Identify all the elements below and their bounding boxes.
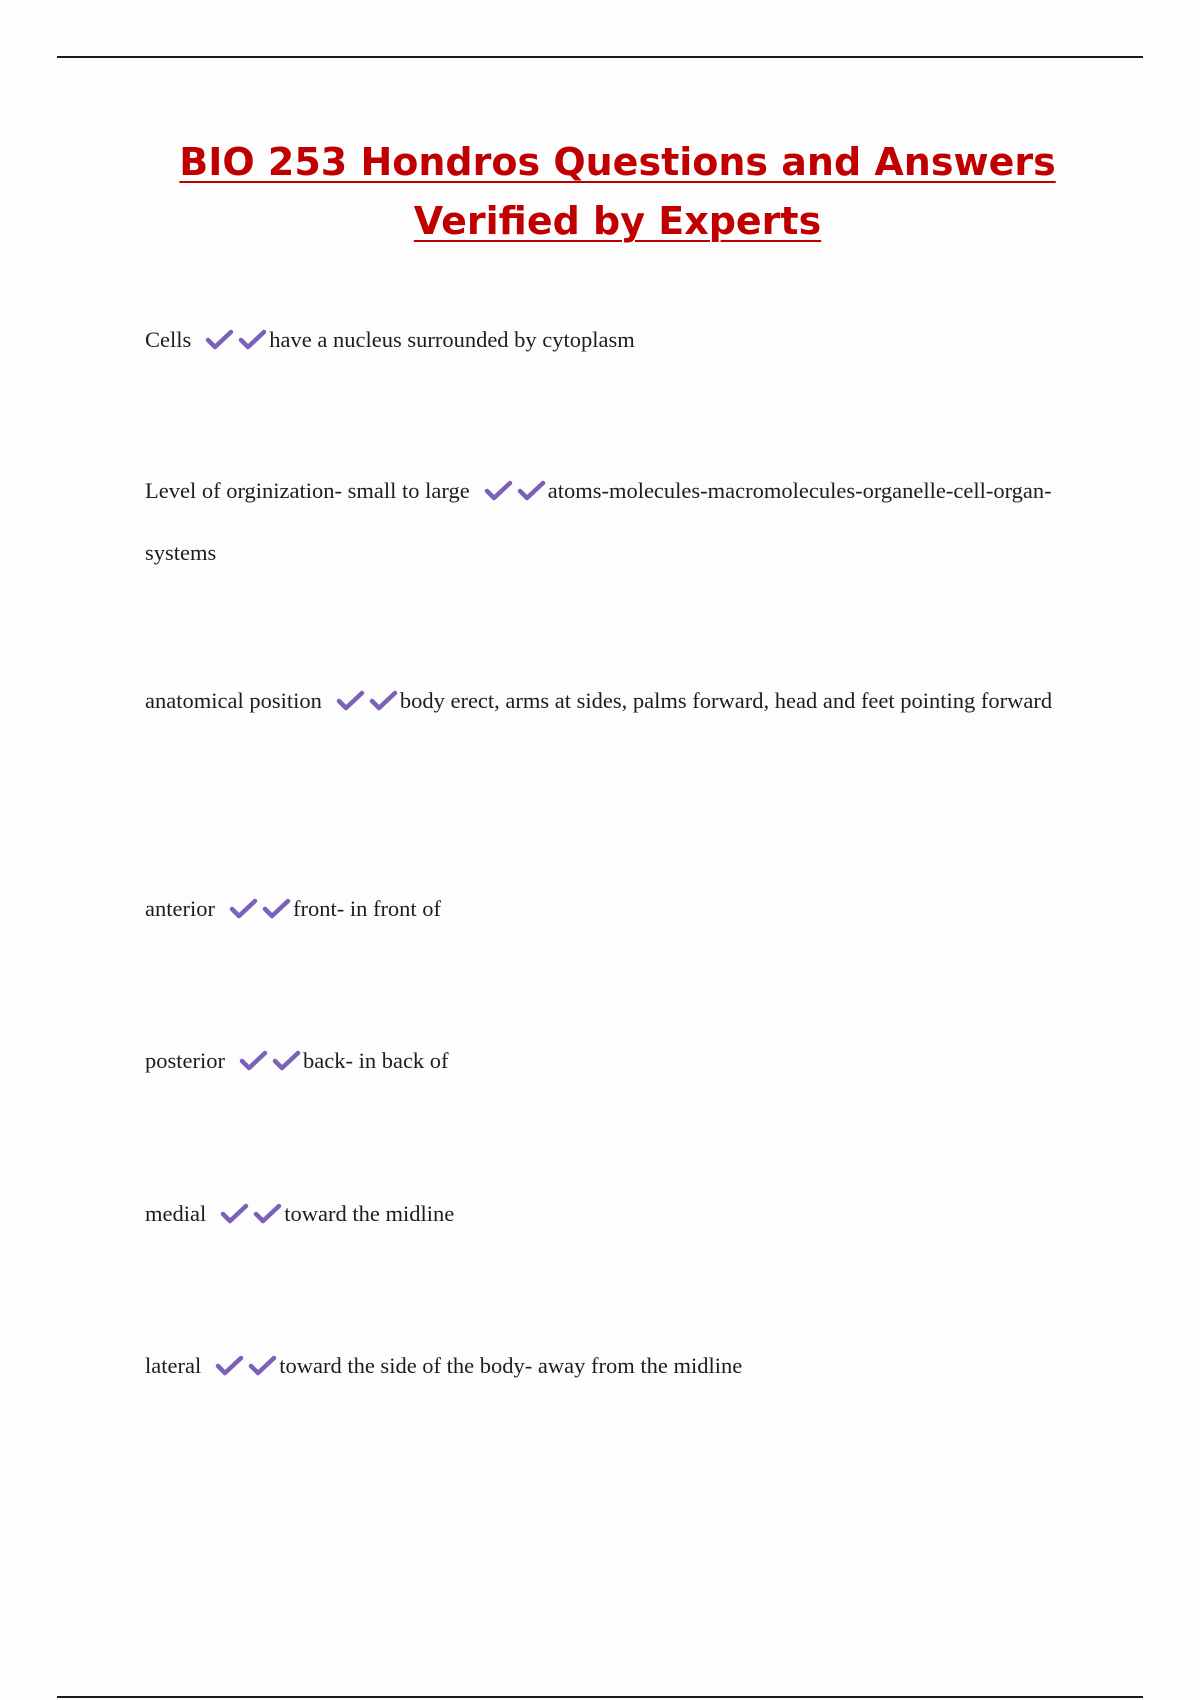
double-check-icon: [205, 328, 267, 352]
answer-text: atoms-molecules-macromolecules-organelle-cell-organ-systems: [145, 478, 1052, 565]
double-check-icon: [336, 689, 398, 713]
qa-entry-posterior: [145, 1030, 1070, 1092]
question-term: Cells: [145, 327, 192, 352]
qa-entry-anatomical-position: [145, 670, 1070, 732]
title-line-2: Verified by Experts: [413, 199, 822, 243]
document-title: [120, 133, 1115, 251]
question-term: lateral: [145, 1353, 202, 1378]
question-term: medial: [145, 1201, 207, 1226]
answer-text: toward the side of the body- away from the midline: [279, 1353, 743, 1378]
question-term: anatomical position: [145, 688, 322, 713]
qa-entry-lateral: [145, 1335, 1070, 1397]
double-check-icon: [215, 1354, 277, 1378]
double-check-icon: [220, 1202, 282, 1226]
title-line-1: BIO 253 Hondros Questions and Answers: [179, 140, 1056, 184]
qa-entry-anterior: [145, 878, 1070, 940]
answer-text: toward the midline: [284, 1201, 455, 1226]
header-rule: [57, 56, 1143, 58]
answer-text: body erect, arms at sides, palms forward, head and feet pointing forward: [399, 688, 1053, 713]
qa-entry-medial: [145, 1183, 1070, 1245]
question-term: anterior: [145, 896, 215, 921]
double-check-icon: [229, 897, 291, 921]
qa-entry-level-of-organization: [145, 460, 1070, 584]
answer-text: back- in back of: [302, 1048, 449, 1073]
double-check-icon: [484, 479, 546, 503]
answer-text: front- in front of: [292, 896, 442, 921]
footer-rule: [57, 1696, 1143, 1698]
qa-entry-cells: [145, 309, 1070, 371]
answer-text: have a nucleus surrounded by cytoplasm: [269, 327, 635, 352]
question-term: Level of orginization- small to large: [145, 478, 470, 503]
question-term: posterior: [145, 1048, 225, 1073]
double-check-icon: [239, 1049, 301, 1073]
